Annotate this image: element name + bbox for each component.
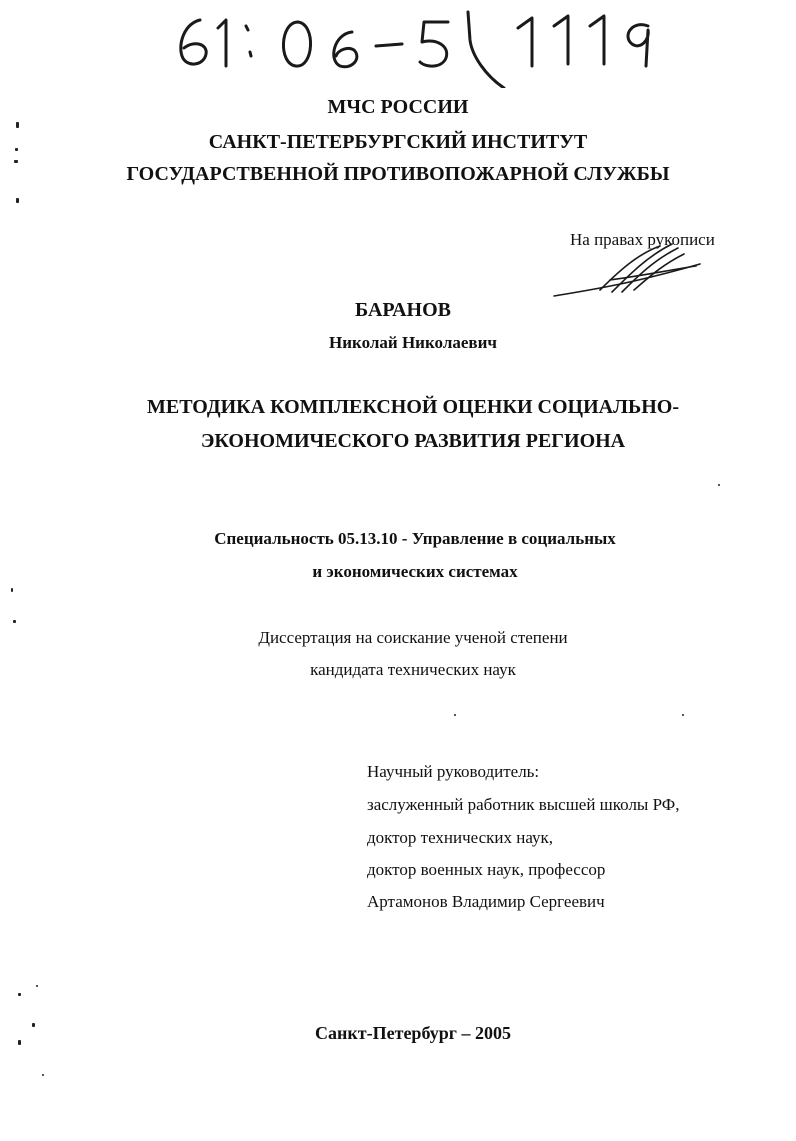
signature (550, 240, 710, 300)
scan-speck (36, 985, 38, 987)
scan-speck (18, 993, 21, 996)
advisor-name: Артамонов Владимир Сергеевич (367, 892, 605, 911)
handwritten-code-drawing (170, 6, 670, 88)
degree-line-2: кандидата технических наук (310, 660, 516, 679)
scan-speck (18, 1040, 21, 1045)
advisor-title-2: доктор технических наук, (367, 828, 554, 847)
scan-speck (32, 1023, 35, 1027)
scan-speck (454, 714, 456, 716)
scan-speck (14, 160, 18, 163)
dissertation-title-line-1: МЕТОДИКА КОМПЛЕКСНОЙ ОЦЕНКИ СОЦИАЛЬНО- (147, 396, 679, 418)
scan-speck (16, 122, 19, 128)
advisor-label: Научный руководитель: (367, 762, 540, 781)
scan-speck (15, 148, 18, 151)
dissertation-title-line-2: ЭКОНОМИЧЕСКОГО РАЗВИТИЯ РЕГИОНА (200, 430, 626, 452)
institution-line-1: МЧС РОССИИ (327, 96, 469, 118)
handwritten-archive-code (170, 6, 670, 88)
city-year: Санкт-Петербург – 2005 (315, 1023, 511, 1043)
signature-drawing (550, 240, 710, 300)
specialty-line-1: Специальность 05.13.10 - Управление в социальных (214, 529, 616, 548)
advisor-title-1: заслуженный работник высшей школы РФ, (367, 795, 680, 814)
scan-speck (682, 714, 684, 716)
scan-speck (718, 484, 720, 486)
rights-note: На правах рукописи (570, 230, 715, 249)
degree-line-1: Диссертация на соискание ученой степени (258, 628, 568, 647)
scan-speck (42, 1074, 44, 1076)
scan-speck (16, 198, 19, 203)
institution-line-3: ГОСУДАРСТВЕННОЙ ПРОТИВОПОЖАРНОЙ СЛУЖБЫ (126, 163, 670, 185)
author-given-names: Николай Николаевич (329, 333, 497, 352)
scan-speck (13, 620, 16, 623)
author-surname: БАРАНОВ (355, 299, 451, 321)
institution-line-2: САНКТ-ПЕТЕРБУРГСКИЙ ИНСТИТУТ (208, 131, 588, 153)
advisor-title-3: доктор военных наук, профессор (367, 860, 606, 879)
specialty-line-2: и экономических системах (312, 562, 518, 581)
scan-speck (11, 588, 13, 592)
